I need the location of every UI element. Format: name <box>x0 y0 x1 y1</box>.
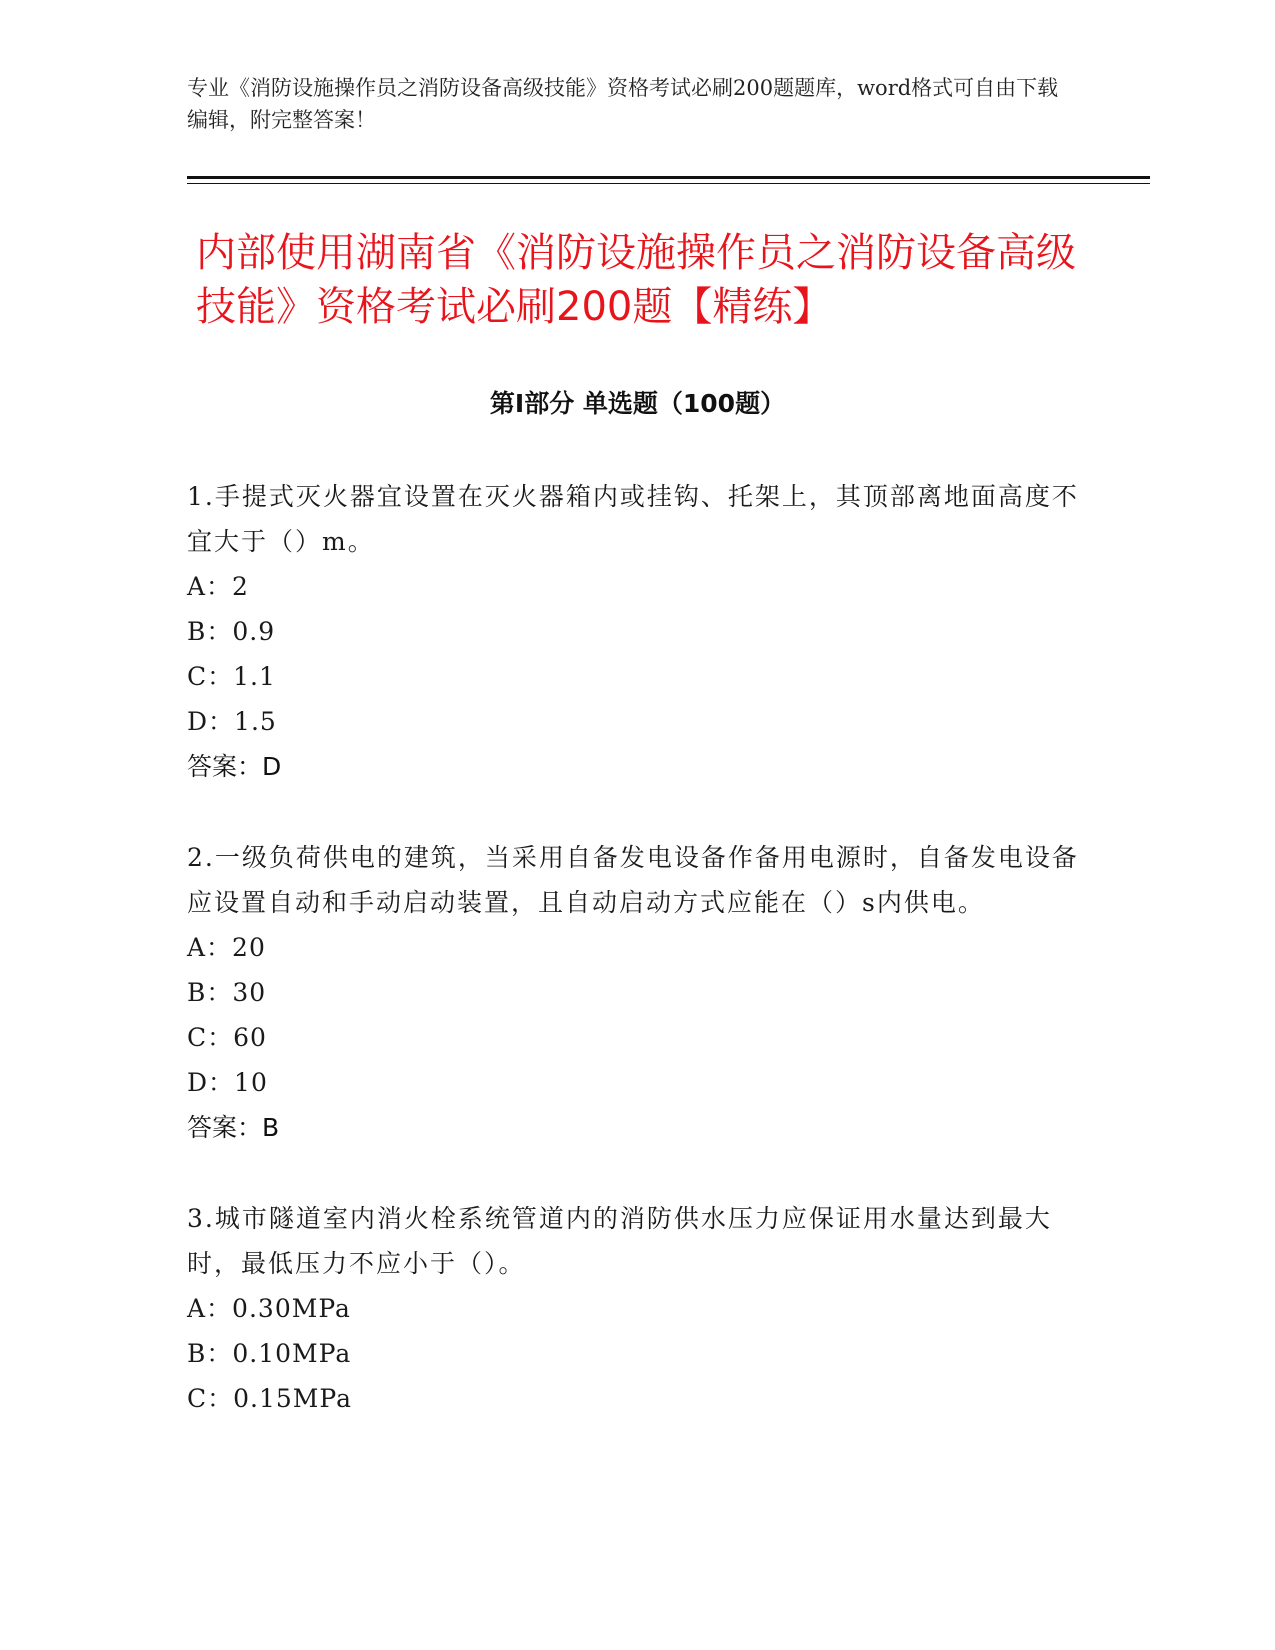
document-title: 内部使用湖南省《消防设施操作员之消防设备高级技能》资格考试必刷200题【精练】 <box>196 230 1076 330</box>
question-list <box>187 474 1087 1467</box>
option-b: B：30 <box>187 978 267 1007</box>
option-d: D：10 <box>187 1068 268 1097</box>
section-heading: 第I部分 单选题（100题） <box>489 389 786 418</box>
option-c: C：1.1 <box>187 662 276 691</box>
option-c: C：60 <box>187 1023 267 1052</box>
question-2 <box>187 835 1087 1150</box>
option-a: A：0.30MPa <box>187 1294 351 1323</box>
option-d: D：1.5 <box>187 707 277 736</box>
question-1 <box>187 474 1087 789</box>
question-stem: 2.一级负荷供电的建筑，当采用自备发电设备作备用电源时，自备发电设备应设置自动和手动启动装置，且自动启动方式应能在（）s内供电。 <box>187 843 1079 917</box>
question-3 <box>187 1196 1087 1421</box>
option-a: A：2 <box>187 572 249 601</box>
option-b: B：0.10MPa <box>187 1339 352 1368</box>
header-divider-thin <box>187 183 1150 184</box>
header-note: 专业《消防设施操作员之消防设备高级技能》资格考试必刷200题题库，word格式可自由下载编辑，附完整答案！ <box>187 76 1059 132</box>
header-divider-thick <box>187 176 1150 179</box>
answer: 答案：D <box>187 752 282 781</box>
answer: 答案：B <box>187 1113 280 1142</box>
option-a: A：20 <box>187 933 266 962</box>
question-stem: 1.手提式灭火器宜设置在灭火器箱内或挂钩、托架上，其顶部离地面高度不宜大于（）m。 <box>187 482 1079 556</box>
option-b: B：0.9 <box>187 617 276 646</box>
question-stem: 3.城市隧道室内消火栓系统管道内的消防供水压力应保证用水量达到最大时，最低压力不应小于（）。 <box>187 1204 1052 1278</box>
option-c: C：0.15MPa <box>187 1384 352 1413</box>
